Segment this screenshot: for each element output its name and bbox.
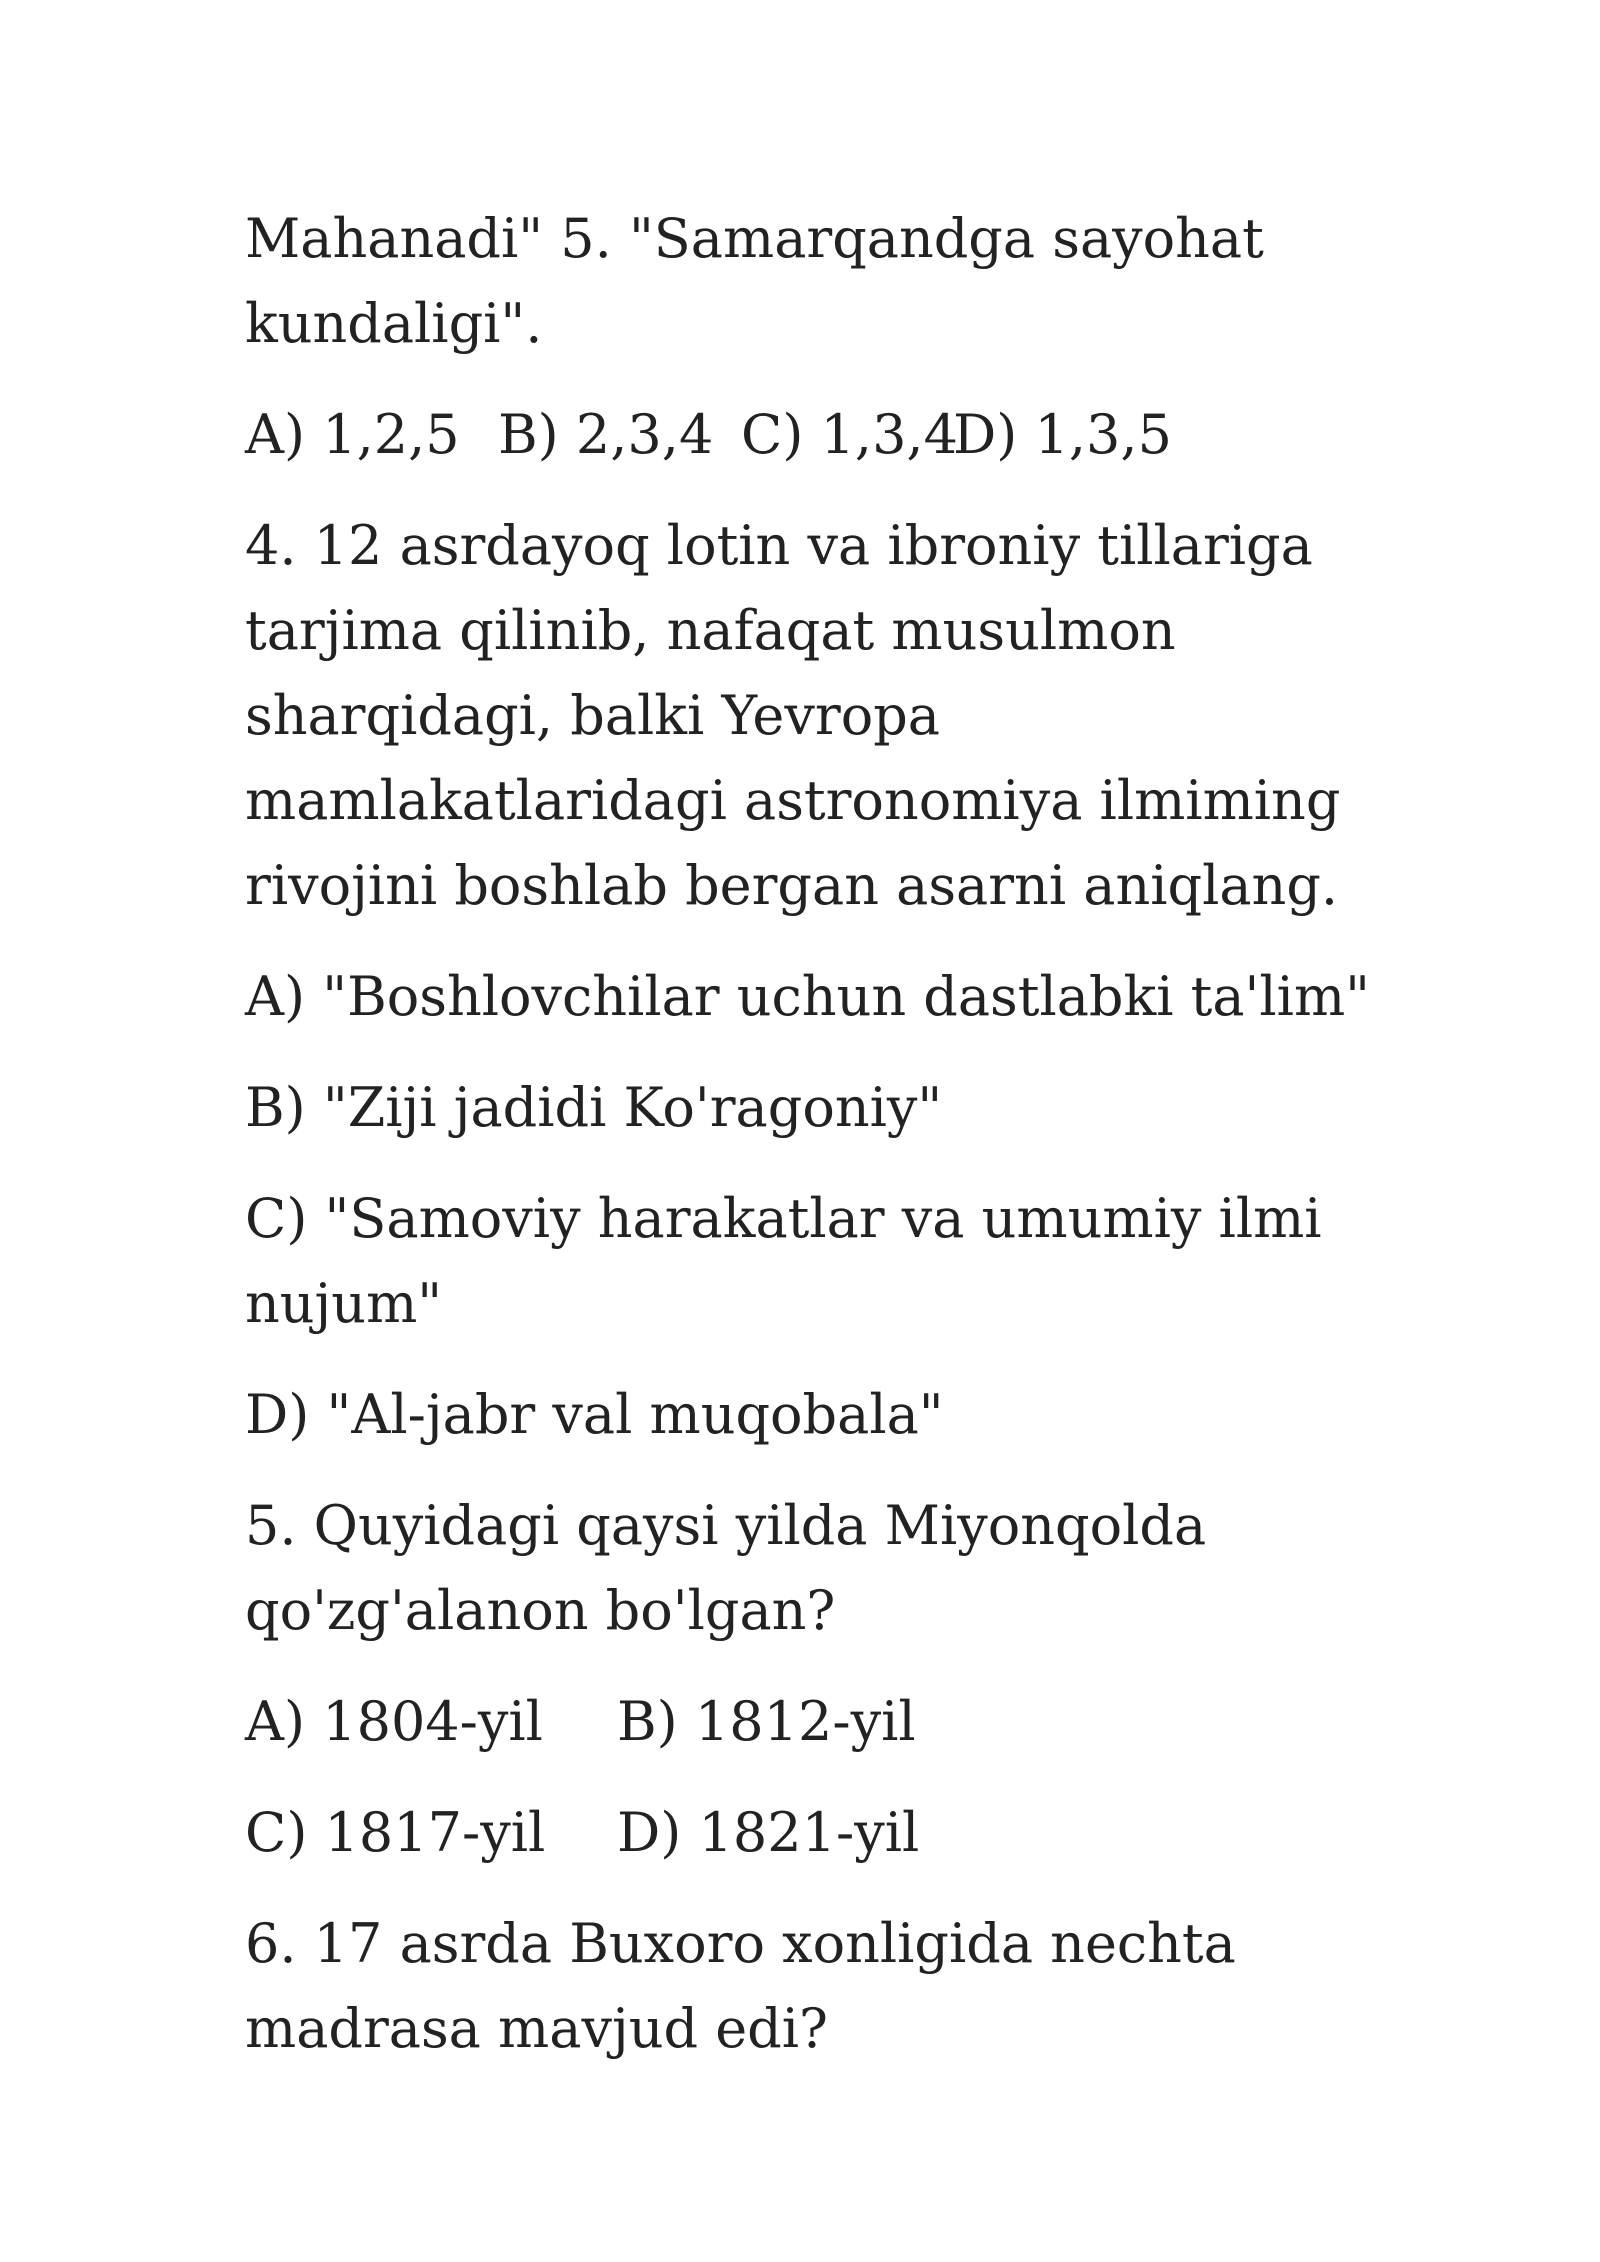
- document-text: [245, 196, 1415, 2097]
- option-a: A) 1,2,5: [245, 403, 460, 466]
- question-3-tail: [245, 196, 1415, 366]
- question-line: sharqidagi, balki Yevropa: [245, 684, 940, 747]
- option-c: C) 1817-yil: [245, 1801, 546, 1864]
- question-line: Mahanadi" 5. "Samarqandga sayohat: [245, 207, 1264, 270]
- option-c-line: nujum": [245, 1272, 443, 1335]
- option-b: B) "Ziji jadidi Ko'ragoniy": [245, 1076, 943, 1139]
- option-d: D) 1821-yil: [617, 1801, 920, 1864]
- question-4: [245, 503, 1415, 928]
- option-b: B) 2,3,4: [498, 403, 714, 466]
- question-line: 5. Quyidagi qaysi yilda Miyonqolda: [245, 1494, 1207, 1557]
- question-line: tarjima qilinib, nafaqat musulmon: [245, 599, 1176, 662]
- question-line: qo'zg'alanon bo'lgan?: [245, 1579, 836, 1642]
- option-d: D) 1,3,5: [953, 403, 1172, 466]
- question-line: kundaligi".: [245, 292, 543, 355]
- option-a: A) "Boshlovchilar uchun dastlabki ta'lim": [245, 965, 1370, 1028]
- question-line: mamlakatlaridagi astronomiya ilmiming: [245, 769, 1341, 832]
- question-4-option-c: [245, 1176, 1415, 1346]
- option-a: A) 1804-yil: [245, 1690, 543, 1753]
- question-4-option-a: [245, 954, 1415, 1039]
- option-c-line: C) "Samoviy harakatlar va umumiy ilmi: [245, 1187, 1322, 1250]
- question-5-options-row-2: [245, 1790, 1415, 1875]
- question-5-options-row-1: [245, 1679, 1415, 1764]
- question-line: 4. 12 asrdayoq lotin va ibroniy tillariga: [245, 514, 1313, 577]
- question-line: 6. 17 asrda Buxoro xonligida nechta: [245, 1912, 1236, 1975]
- question-line: madrasa mavjud edi?: [245, 1997, 828, 2060]
- option-b: B) 1812-yil: [617, 1690, 916, 1753]
- option-d: D) "Al-jabr val muqobala": [245, 1383, 944, 1446]
- question-4-option-d: [245, 1372, 1415, 1457]
- option-c: C) 1,3,4: [741, 403, 958, 466]
- question-3-options: [245, 392, 1415, 477]
- question-4-option-b: [245, 1065, 1415, 1150]
- question-line: rivojini boshlab bergan asarni aniqlang.: [245, 854, 1339, 917]
- question-5: [245, 1483, 1415, 1653]
- question-6: [245, 1901, 1415, 2071]
